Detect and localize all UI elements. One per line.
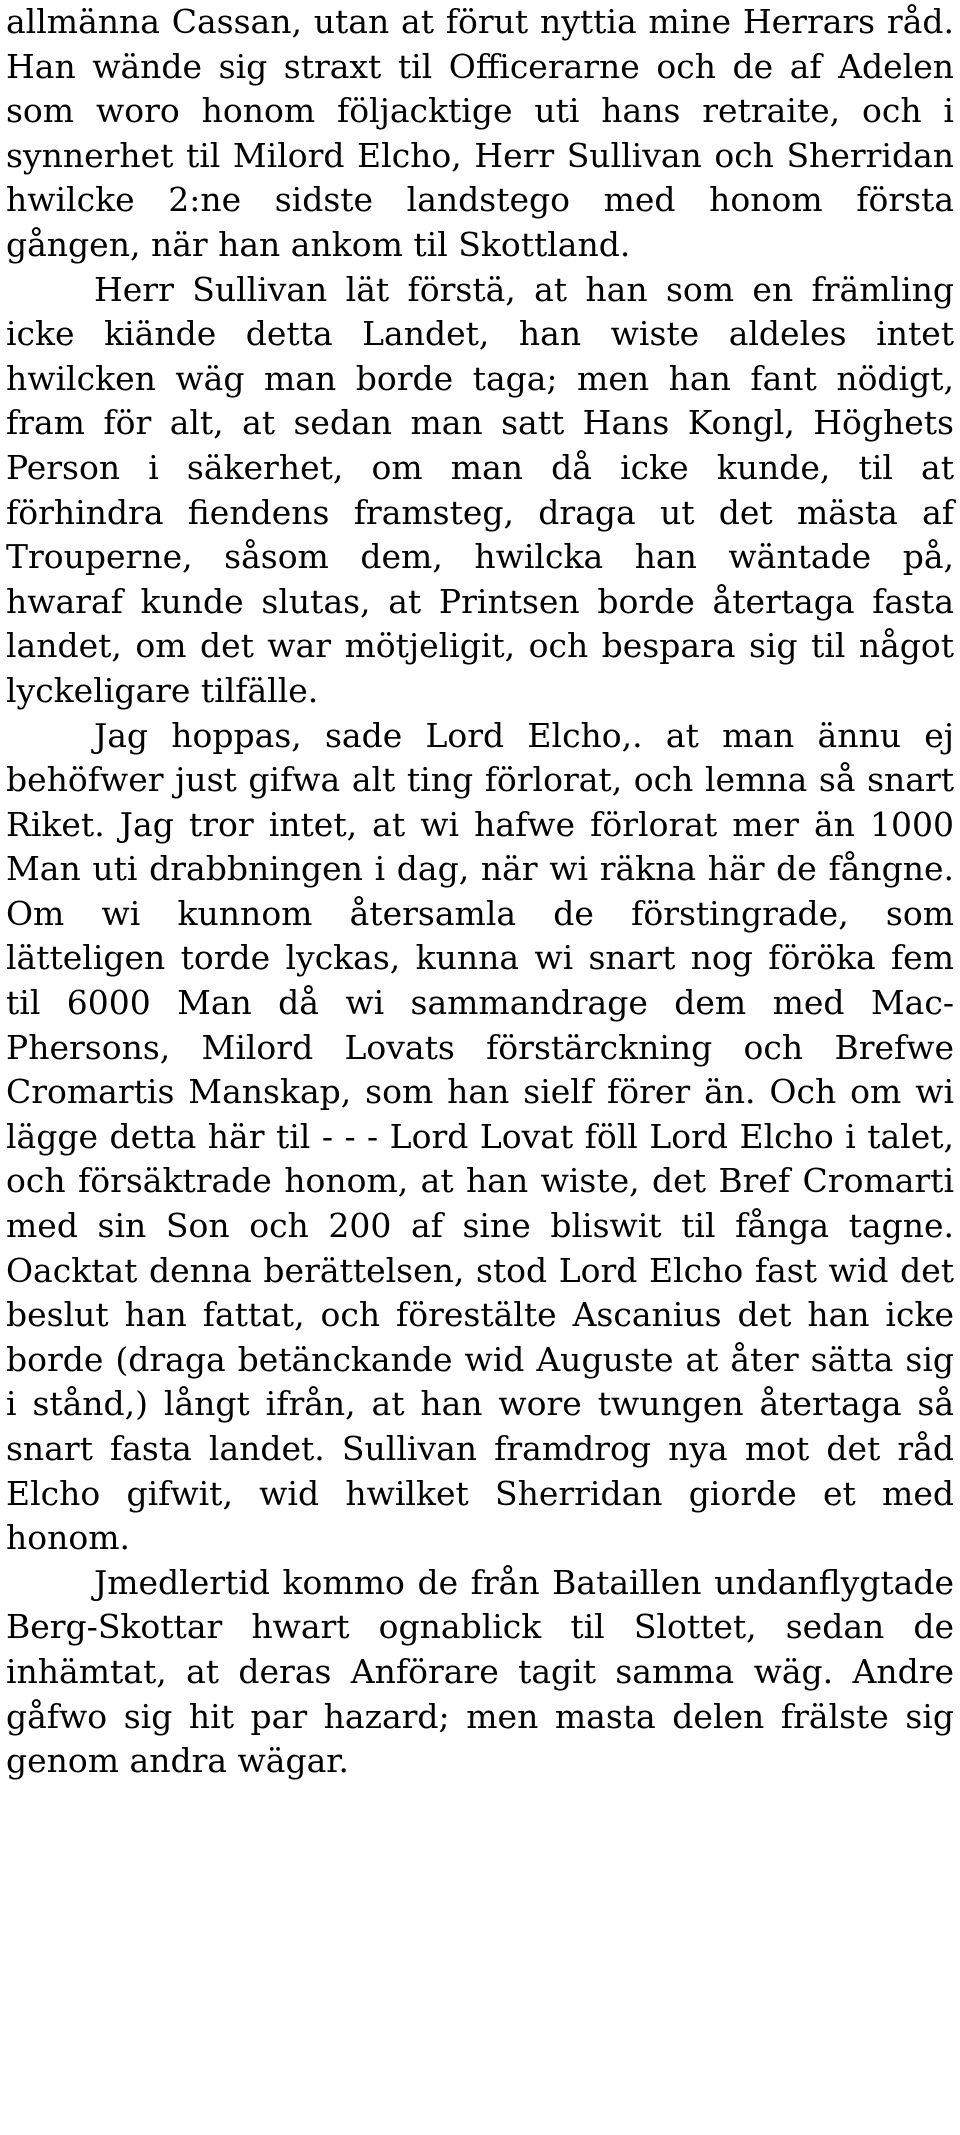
paragraph-4: Jmedlertid kommo de från Bataillen undanflygtade Berg-Skottar hwart ognablick til Slottet, sedan de inhämtat, at deras Anförare tagit samma wäg. Andre gåfwo sig hit par hazard; men masta delen frälste sig genom andra wägar. — [6, 1562, 954, 1781]
paragraph-1: allmänna Cassan, utan at förut nyttia mine Herrars råd. Han wände sig straxt til Officerarne och de af Adelen som woro honom följacktige uti hans retraite, och i synnerhet til Milord Elcho, Herr Sullivan och Sherridan hwilcke 2:ne sidste landstego med honom första gången, när han ankom til Skottland. — [6, 2, 954, 264]
paragraph-2: Herr Sullivan lät förstä, at han som en främling icke kiände detta Landet, han wiste aldeles intet hwilcken wäg man borde taga; men han fant nödigt, fram för alt, at sedan man satt Hans Kongl, Höghets Person i säkerhet, om man då icke kunde, til at förhindra fiendens framsteg, draga ut det mästa af Trouperne, såsom dem, hwilcka han wäntade på, hwaraf kunde slutas, at Printsen borde återtaga fasta landet, om det war mötjeligit, och bespara sig til något lyckeligare tilfälle. — [6, 269, 954, 710]
paragraph-3: Jag hoppas, sade Lord Elcho,. at man ännu ej behöfwer just gifwa alt ting förlorat, och lemna så snart Riket. Jag tror intet, at wi hafwe förlorat mer än 1000 Man uti drabbningen i dag, när wi räkna här de fångne. Om wi kunnom återsamla de förstingrade, som lätteligen torde lyckas, kunna wi snart nog föröka fem til 6000 Man då wi sammandrage dem med Mac-Phersons, Milord Lovats förstärckning och Brefwe Cromartis Manskap, som han sielf förer än. Och om wi lägge detta här til - - - Lord Lovat föll Lord Elcho i talet, och försäktrade honom, at han wiste, det Bref Cromarti med sin Son och 200 af sine bliswit til fånga tagne. Oacktat denna berättelsen, stod Lord Elcho fast wid det beslut han fattat, och förestälte Ascanius det han icke borde (draga betänckande wid Auguste at åter sätta sig i stånd,) långt ifrån, at han wore twungen återtaga så snart fasta landet. Sullivan framdrog nya mot det råd Elcho gifwit, wid hwilket Sherridan giorde et med honom. — [6, 715, 954, 1558]
